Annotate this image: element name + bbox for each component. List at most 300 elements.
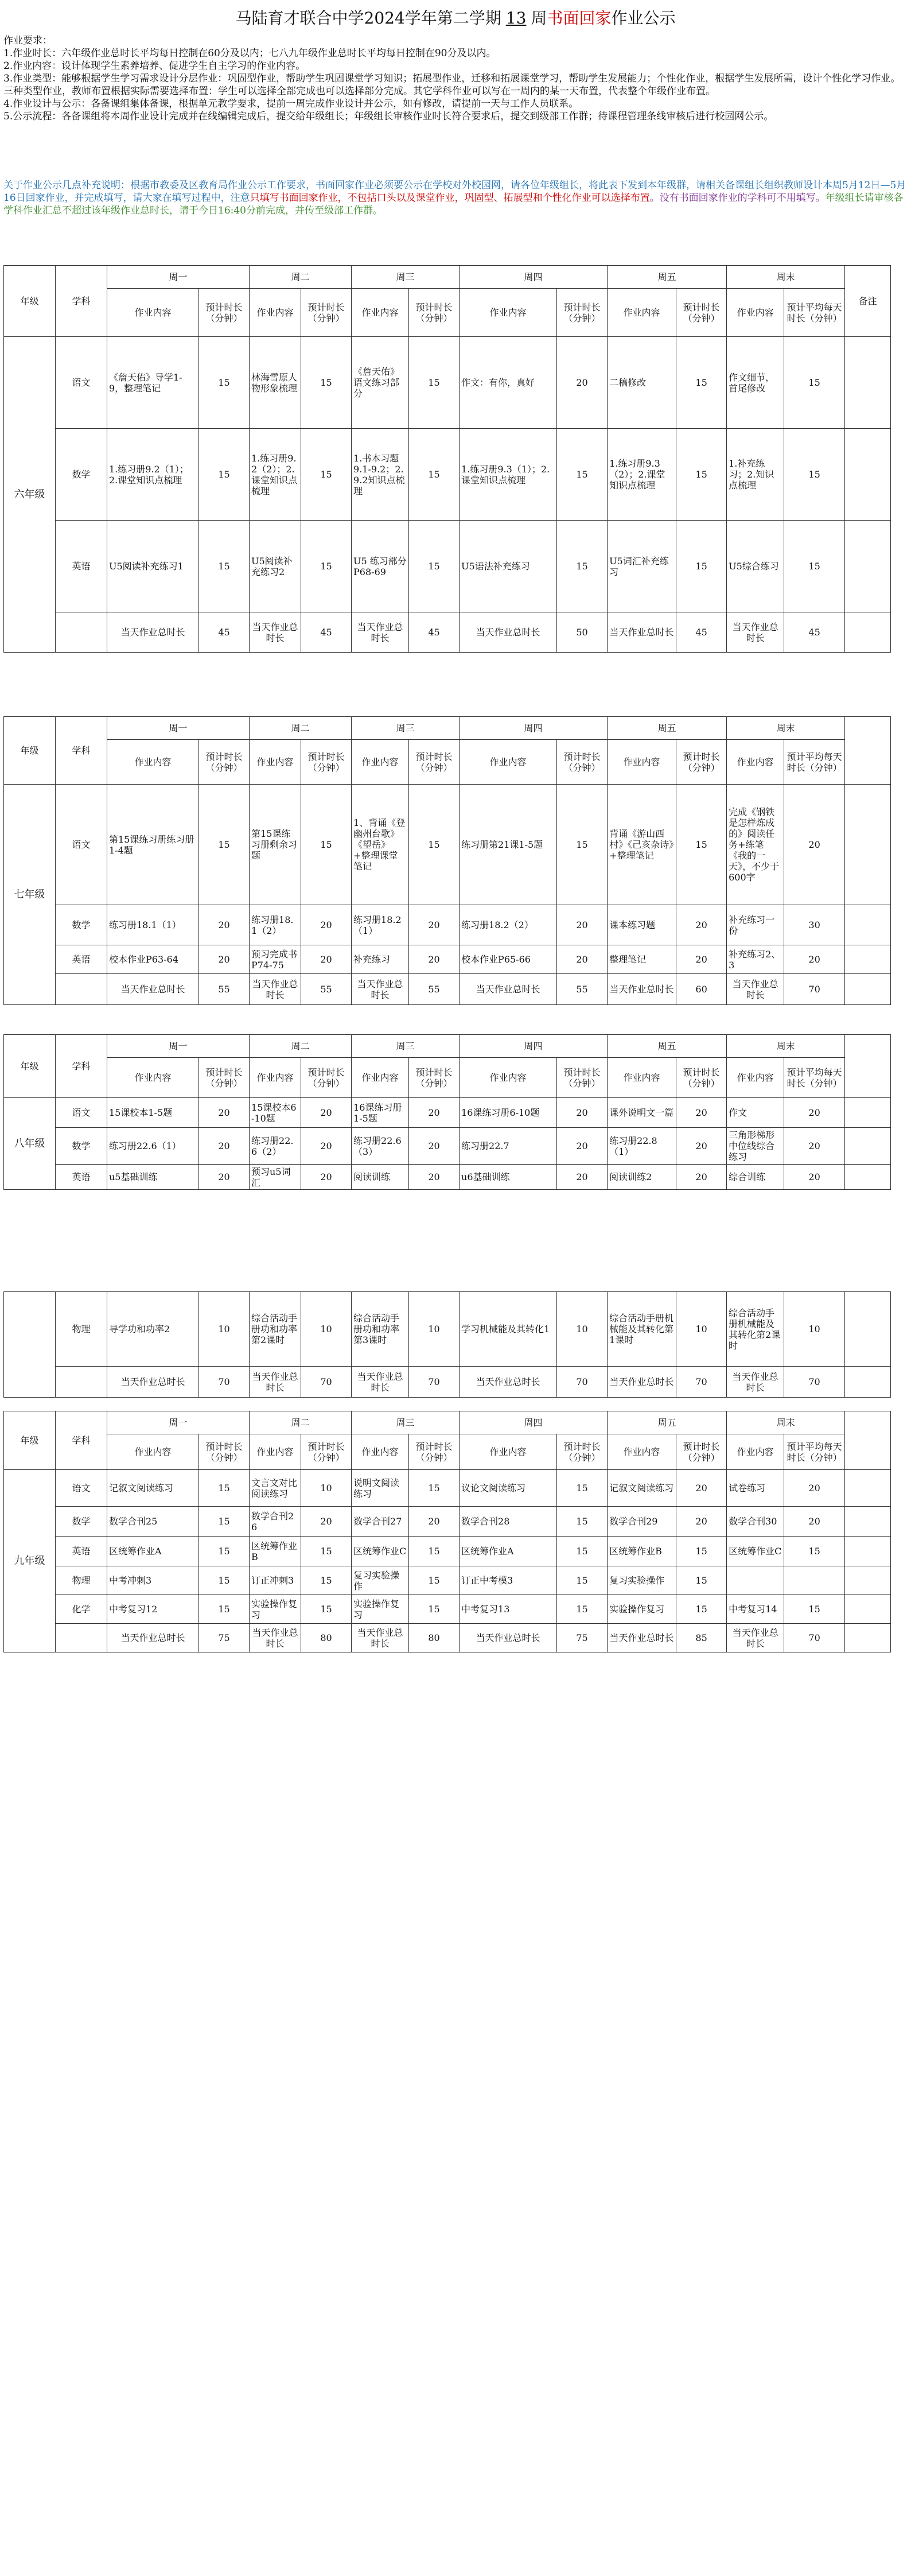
page-title [0, 6, 911, 29]
homework-content: 实验操作复习 [608, 1595, 676, 1624]
homework-content: 1.练习册9.2（2）；2.课堂知识点梳理 [250, 429, 301, 521]
homework-time: 15 [199, 1566, 250, 1595]
remarks-header [845, 1035, 891, 1098]
homework-time: 15 [199, 785, 250, 905]
grade7-table [3, 716, 891, 1005]
homework-content: 记叙文阅读练习 [608, 1470, 676, 1507]
subject-cell: 数学 [56, 1507, 107, 1537]
homework-content: 背诵《游山西村》《己亥杂诗》+整理笔记 [608, 785, 676, 905]
day-header: 周二 [250, 1035, 352, 1058]
time-header: 预计平均每天时长（分钟） [784, 1058, 845, 1098]
daily-total-label: 当天作业总时长 [608, 1367, 676, 1398]
remarks-cell [845, 1098, 891, 1128]
daily-total-label: 当天作业总时长 [608, 1624, 676, 1652]
homework-time: 20 [784, 945, 845, 974]
grade6-table [3, 265, 891, 653]
remarks-cell [845, 1537, 891, 1566]
homework-content: 文言文对比阅读练习 [250, 1470, 301, 1507]
homework-content: 中考复习14 [727, 1595, 784, 1624]
daily-total-value: 70 [199, 1367, 250, 1398]
homework-content: 练习册18.2（1） [352, 905, 409, 945]
homework-content: 综合活动手册功和功率第3课时 [352, 1292, 409, 1367]
homework-content: U5综合练习 [727, 521, 784, 612]
homework-time: 15 [301, 521, 352, 612]
daily-total-label: 当天作业总时长 [352, 612, 409, 653]
content-header: 作业内容 [460, 1434, 557, 1470]
homework-content: 补充练习 [352, 945, 409, 974]
homework-content: 议论文阅读练习 [460, 1470, 557, 1507]
content-header: 作业内容 [352, 1434, 409, 1470]
daily-total-value: 45 [676, 612, 727, 653]
daily-total-label: 当天作业总时长 [250, 612, 301, 653]
time-header: 预计时长（分钟） [557, 1434, 608, 1470]
day-header: 周一 [107, 1411, 250, 1434]
homework-content: 中考复习13 [460, 1595, 557, 1624]
homework-content: 课本练习题 [608, 905, 676, 945]
table-row [4, 1165, 891, 1190]
time-header: 预计平均每天时长（分钟） [784, 1434, 845, 1470]
header-row [4, 717, 891, 740]
homework-time: 20 [199, 945, 250, 974]
remarks-cell [845, 1507, 891, 1537]
grade8-table [3, 1034, 891, 1190]
content-header: 作业内容 [107, 1058, 199, 1098]
homework-time: 10 [301, 1292, 352, 1367]
day-header: 周五 [608, 266, 727, 289]
homework-time: 15 [557, 1470, 608, 1507]
homework-content: 16课练习册1-5题 [352, 1098, 409, 1128]
content-header: 作业内容 [460, 289, 557, 337]
homework-content: 林海雪原人物形象梳理 [250, 337, 301, 429]
remarks-cell [845, 521, 891, 612]
daily-total-value: 70 [301, 1367, 352, 1398]
subject-header: 学科 [56, 1035, 107, 1098]
time-header: 预计时长（分钟） [676, 289, 727, 337]
content-header: 作业内容 [608, 1058, 676, 1098]
homework-time: 15 [199, 337, 250, 429]
subject-cell: 语文 [56, 1470, 107, 1507]
daily-total-label: 当天作业总时长 [352, 1367, 409, 1398]
daily-total-value: 45 [409, 612, 460, 653]
daily-total-value: 55 [301, 974, 352, 1005]
time-header: 预计时长（分钟） [409, 1434, 460, 1470]
day-header: 周三 [352, 1035, 460, 1058]
totals-row [4, 1624, 891, 1652]
content-header: 作业内容 [250, 1058, 301, 1098]
homework-time: 15 [409, 1595, 460, 1624]
homework-content [727, 1566, 784, 1595]
homework-content: 实验操作复习 [250, 1595, 301, 1624]
homework-content: 区统筹作业C [352, 1537, 409, 1566]
homework-time: 15 [301, 1595, 352, 1624]
requirement-line: 作业要求： [3, 35, 52, 46]
time-header: 预计时长（分钟） [301, 289, 352, 337]
homework-time: 15 [409, 521, 460, 612]
day-header: 周四 [460, 266, 608, 289]
table-row [4, 1128, 891, 1165]
homework-content: 15课校本1-5题 [107, 1098, 199, 1128]
homework-time: 15 [784, 1595, 845, 1624]
homework-content: 15课校本6-10题 [250, 1098, 301, 1128]
homework-content: 学习机械能及其转化1 [460, 1292, 557, 1367]
homework-content: 作文细节，首尾修改 [727, 337, 784, 429]
homework-time: 15 [784, 429, 845, 521]
header-row [4, 740, 891, 785]
homework-time: 15 [676, 337, 727, 429]
subject-cell [56, 1367, 107, 1398]
totals-row [4, 1367, 891, 1398]
remarks-cell [845, 612, 891, 653]
homework-time: 20 [676, 1098, 727, 1128]
totals-row [4, 612, 891, 653]
daily-total-value: 75 [557, 1624, 608, 1652]
daily-total-value: 60 [676, 974, 727, 1005]
subject-cell: 语文 [56, 785, 107, 905]
content-header: 作业内容 [352, 289, 409, 337]
homework-time: 20 [301, 945, 352, 974]
table-row [4, 1507, 891, 1537]
subject-header: 学科 [56, 1411, 107, 1470]
homework-time: 15 [409, 1537, 460, 1566]
homework-time: 20 [676, 905, 727, 945]
subject-header: 学科 [56, 266, 107, 337]
remarks-cell [845, 429, 891, 521]
content-header: 作业内容 [107, 740, 199, 785]
homework-time: 15 [784, 521, 845, 612]
time-header: 预计时长（分钟） [676, 1434, 727, 1470]
homework-content: 综合活动手册机械能及其转化第1课时 [608, 1292, 676, 1367]
remarks-cell [845, 905, 891, 945]
time-header: 预计时长（分钟） [199, 289, 250, 337]
subject-cell [56, 1624, 107, 1652]
content-header: 作业内容 [608, 289, 676, 337]
homework-content: 阅读训练2 [608, 1165, 676, 1190]
homework-time: 15 [409, 785, 460, 905]
homework-time: 20 [557, 905, 608, 945]
homework-content: U5语法补充练习 [460, 521, 557, 612]
homework-time: 20 [409, 1098, 460, 1128]
homework-content: 综合活动手册功和功率第2课时 [250, 1292, 301, 1367]
day-header: 周五 [608, 1035, 727, 1058]
homework-content: U5阅读补充练习1 [107, 521, 199, 612]
title-mid: 周 [531, 9, 547, 28]
homework-time: 20 [676, 1507, 727, 1537]
homework-content: 练习册18.1（1） [107, 905, 199, 945]
homework-time: 15 [784, 337, 845, 429]
day-header: 周三 [352, 1411, 460, 1434]
table-row [4, 785, 891, 905]
grade-header: 年级 [4, 1035, 56, 1098]
remarks-cell [845, 974, 891, 1005]
day-header: 周二 [250, 1411, 352, 1434]
day-header: 周四 [460, 717, 608, 740]
homework-time: 20 [676, 1128, 727, 1165]
content-header: 作业内容 [352, 740, 409, 785]
time-header: 预计时长（分钟） [199, 1434, 250, 1470]
homework-content: 练习册22.6（3） [352, 1128, 409, 1165]
remarks-cell [845, 1128, 891, 1165]
homework-content: 练习册第21课1-5题 [460, 785, 557, 905]
remarks-cell [845, 1165, 891, 1190]
homework-time: 10 [301, 1470, 352, 1507]
time-header: 预计时长（分钟） [199, 1058, 250, 1098]
homework-time: 20 [784, 1098, 845, 1128]
homework-content: u5基础训练 [107, 1165, 199, 1190]
homework-content: 《詹天佑》语文练习部分 [352, 337, 409, 429]
homework-time: 15 [557, 429, 608, 521]
homework-content: 课外说明文一篇 [608, 1098, 676, 1128]
table-row [4, 1098, 891, 1128]
content-header: 作业内容 [727, 1058, 784, 1098]
time-header: 预计平均每天时长（分钟） [784, 740, 845, 785]
notice-part: 关于作业公示几点补充说明：根据市教委及区教育局作业公示工作要求，书面回家作业必须要公示在学校对外校园网，请各位年级组长，将此表下发到本年级群，请相关备课组长组织教师设计本周5月12日—5月16日回家作业，并完成填写，请大家在填写过程中，注意 [3, 180, 906, 204]
daily-total-label: 当天作业总时长 [107, 612, 199, 653]
daily-total-value: 85 [676, 1624, 727, 1652]
daily-total-value: 80 [409, 1624, 460, 1652]
day-header: 周三 [352, 266, 460, 289]
content-header: 作业内容 [727, 1434, 784, 1470]
time-header: 预计时长（分钟） [676, 740, 727, 785]
daily-total-value: 70 [557, 1367, 608, 1398]
daily-total-value: 50 [557, 612, 608, 653]
grade-label: 九年级 [4, 1470, 56, 1652]
subject-cell [56, 974, 107, 1005]
homework-content: 复习实验操作 [608, 1566, 676, 1595]
homework-time: 15 [676, 429, 727, 521]
day-header: 周五 [608, 717, 727, 740]
homework-content: 1.练习册9.2（1）；2.课堂知识点梳理 [107, 429, 199, 521]
homework-content: 练习册22.8（1） [608, 1128, 676, 1165]
homework-content: 订正中考模3 [460, 1566, 557, 1595]
homework-time: 20 [199, 1165, 250, 1190]
homework-content: 第15课练习册练习册1-4题 [107, 785, 199, 905]
homework-time: 10 [199, 1292, 250, 1367]
table-row [4, 1566, 891, 1595]
totals-row [4, 974, 891, 1005]
remarks-cell [845, 1367, 891, 1398]
homework-time: 15 [409, 429, 460, 521]
time-header: 预计平均每天时长（分钟） [784, 289, 845, 337]
remarks-header: 备注 [845, 266, 891, 337]
time-header: 预计时长（分钟） [199, 740, 250, 785]
homework-time [784, 1566, 845, 1595]
homework-time: 15 [676, 1566, 727, 1595]
daily-total-value: 70 [784, 1367, 845, 1398]
homework-content: 练习册22.6（2） [250, 1128, 301, 1165]
homework-content: 1、背诵《登幽州台歌》《望岳》+整理课堂笔记 [352, 785, 409, 905]
homework-time: 15 [676, 1537, 727, 1566]
homework-time: 15 [301, 1537, 352, 1566]
daily-total-value: 70 [784, 1624, 845, 1652]
requirements [3, 34, 908, 123]
homework-time: 15 [409, 1470, 460, 1507]
subject-cell: 物理 [56, 1566, 107, 1595]
title-prefix: 马陆育才联合中学2024学年第二学期 [235, 9, 501, 28]
homework-content: 预习u5词汇 [250, 1165, 301, 1190]
daily-total-label: 当天作业总时长 [107, 1624, 199, 1652]
day-header: 周二 [250, 266, 352, 289]
time-header: 预计时长（分钟） [409, 740, 460, 785]
content-header: 作业内容 [727, 740, 784, 785]
time-header: 预计时长（分钟） [409, 1058, 460, 1098]
time-header: 预计时长（分钟） [301, 1434, 352, 1470]
homework-time: 20 [557, 945, 608, 974]
homework-time: 10 [784, 1292, 845, 1367]
homework-content: 数学合刊28 [460, 1507, 557, 1537]
homework-content: 1.练习册9.3（1）；2.课堂知识点梳理 [460, 429, 557, 521]
homework-content: 区统筹作业A [460, 1537, 557, 1566]
subject-cell [56, 612, 107, 653]
subject-cell: 英语 [56, 521, 107, 612]
homework-time: 15 [199, 1537, 250, 1566]
content-header: 作业内容 [107, 1434, 199, 1470]
homework-content: 区统筹作业B [250, 1537, 301, 1566]
remarks-header [845, 717, 891, 785]
time-header: 预计时长（分钟） [557, 289, 608, 337]
subject-cell: 数学 [56, 905, 107, 945]
homework-content: 记叙文阅读练习 [107, 1470, 199, 1507]
homework-time: 15 [557, 521, 608, 612]
table-row [4, 337, 891, 429]
homework-time: 10 [676, 1292, 727, 1367]
homework-time: 15 [557, 1595, 608, 1624]
homework-time: 15 [557, 1566, 608, 1595]
homework-content: U5词汇补充练习 [608, 521, 676, 612]
content-header: 作业内容 [608, 1434, 676, 1470]
homework-time: 20 [676, 1165, 727, 1190]
daily-total-value: 70 [784, 974, 845, 1005]
grade-label: 八年级 [4, 1098, 56, 1190]
content-header: 作业内容 [460, 1058, 557, 1098]
homework-time: 15 [301, 337, 352, 429]
content-header: 作业内容 [250, 740, 301, 785]
time-header: 预计时长（分钟） [557, 740, 608, 785]
subject-header: 学科 [56, 717, 107, 785]
notice-part: 只填写书面回家作业，不包括口头以及课堂作业，巩固型、拓展型和个性化作业可以选择布置 [250, 192, 650, 204]
remarks-cell [845, 1470, 891, 1507]
daily-total-label: 当天作业总时长 [460, 1367, 557, 1398]
homework-time: 15 [557, 785, 608, 905]
daily-total-label: 当天作业总时长 [727, 1624, 784, 1652]
homework-time: 20 [784, 1507, 845, 1537]
daily-total-value: 55 [409, 974, 460, 1005]
homework-time: 15 [409, 337, 460, 429]
daily-total-value: 55 [557, 974, 608, 1005]
table-row [4, 945, 891, 974]
daily-total-value: 45 [784, 612, 845, 653]
daily-total-label: 当天作业总时长 [250, 1367, 301, 1398]
homework-content: 16课练习册6-10题 [460, 1098, 557, 1128]
homework-time: 15 [199, 429, 250, 521]
daily-total-label: 当天作业总时长 [250, 1624, 301, 1652]
homework-time: 20 [301, 1098, 352, 1128]
homework-time: 20 [199, 1128, 250, 1165]
homework-time: 20 [409, 1165, 460, 1190]
daily-total-label: 当天作业总时长 [460, 974, 557, 1005]
table-row [4, 1595, 891, 1624]
homework-content: 二稿修改 [608, 337, 676, 429]
homework-time: 15 [557, 1537, 608, 1566]
homework-content: 数学合刊29 [608, 1507, 676, 1537]
homework-time: 20 [409, 1128, 460, 1165]
homework-content: 中考冲刺3 [107, 1566, 199, 1595]
homework-time: 20 [301, 905, 352, 945]
daily-total-value: 80 [301, 1624, 352, 1652]
homework-time: 20 [301, 1128, 352, 1165]
daily-total-value: 45 [301, 612, 352, 653]
daily-total-value: 45 [199, 612, 250, 653]
homework-time: 15 [199, 521, 250, 612]
homework-time: 15 [409, 1566, 460, 1595]
homework-time: 20 [409, 905, 460, 945]
header-row [4, 289, 891, 337]
homework-content: 阅读训练 [352, 1165, 409, 1190]
homework-time: 10 [409, 1292, 460, 1367]
subject-cell: 英语 [56, 945, 107, 974]
homework-content: 练习册22.6（1） [107, 1128, 199, 1165]
homework-content: 复习实验操作 [352, 1566, 409, 1595]
homework-content: 区统筹作业B [608, 1537, 676, 1566]
subject-cell: 数学 [56, 429, 107, 521]
homework-content: 作文 [727, 1098, 784, 1128]
subject-cell: 英语 [56, 1537, 107, 1566]
homework-content: 区统筹作业A [107, 1537, 199, 1566]
homework-content: U5 练习部分P68-69 [352, 521, 409, 612]
homework-time: 15 [557, 1507, 608, 1537]
notice-part: 年级组长请审核各学科作业汇总不超过该年级作业总时长，请于今日16:40分前完成，并传至级部工作群。 [3, 192, 904, 216]
content-header: 作业内容 [250, 289, 301, 337]
table-row [4, 905, 891, 945]
requirement-line: 3.作业类型：能够根据学生学习需求设计分层作业：巩固型作业，帮助学生巩固课堂学习知识；拓展型作业，迁移和拓展课堂学习，帮助学生发展能力；个性化作业，根据学生发展所需，设计个性化学习作业。三种类型作业，教师布置根据实际需要选择布置：学生可以选择全部完成也可以选择部分完成。其它学科作业可以写在一周内的某一天布置，代表整个年级作业布置。 [3, 73, 901, 97]
homework-content: 1.补充练习；2.知识点梳理 [727, 429, 784, 521]
remarks-header [845, 1411, 891, 1470]
requirement-line: 2.作业内容：设计体现学生素养培养、促进学生自主学习的作业内容。 [3, 60, 306, 72]
grade-label [4, 1292, 56, 1398]
day-header: 周末 [727, 266, 845, 289]
homework-content: 数学合刊27 [352, 1507, 409, 1537]
content-header: 作业内容 [107, 289, 199, 337]
table-row [4, 1537, 891, 1566]
time-header: 预计时长（分钟） [409, 289, 460, 337]
daily-total-label: 当天作业总时长 [107, 1367, 199, 1398]
content-header: 作业内容 [608, 740, 676, 785]
day-header: 周二 [250, 717, 352, 740]
homework-time: 15 [199, 1595, 250, 1624]
homework-content: 作文：有你，真好 [460, 337, 557, 429]
grade-header: 年级 [4, 717, 56, 785]
time-header: 预计时长（分钟） [676, 1058, 727, 1098]
homework-content: 1.练习册9.3（2）；2.课堂知识点梳理 [608, 429, 676, 521]
day-header: 周末 [727, 1035, 845, 1058]
homework-time: 20 [784, 785, 845, 905]
homework-time: 20 [409, 945, 460, 974]
daily-total-value: 55 [199, 974, 250, 1005]
daily-total-label: 当天作业总时长 [250, 974, 301, 1005]
notice [3, 179, 908, 217]
time-header: 预计时长（分钟） [301, 740, 352, 785]
grade-label: 六年级 [4, 337, 56, 653]
homework-content: 实验操作复习 [352, 1595, 409, 1624]
homework-content: 区统筹作业C [727, 1537, 784, 1566]
daily-total-label: 当天作业总时长 [352, 974, 409, 1005]
subject-cell: 物理 [56, 1292, 107, 1367]
homework-content: 校本作业P65-66 [460, 945, 557, 974]
homework-time: 15 [301, 785, 352, 905]
homework-content: 中考复习12 [107, 1595, 199, 1624]
homework-time: 20 [557, 1128, 608, 1165]
homework-time: 20 [301, 1507, 352, 1537]
homework-content: 校本作业P63-64 [107, 945, 199, 974]
